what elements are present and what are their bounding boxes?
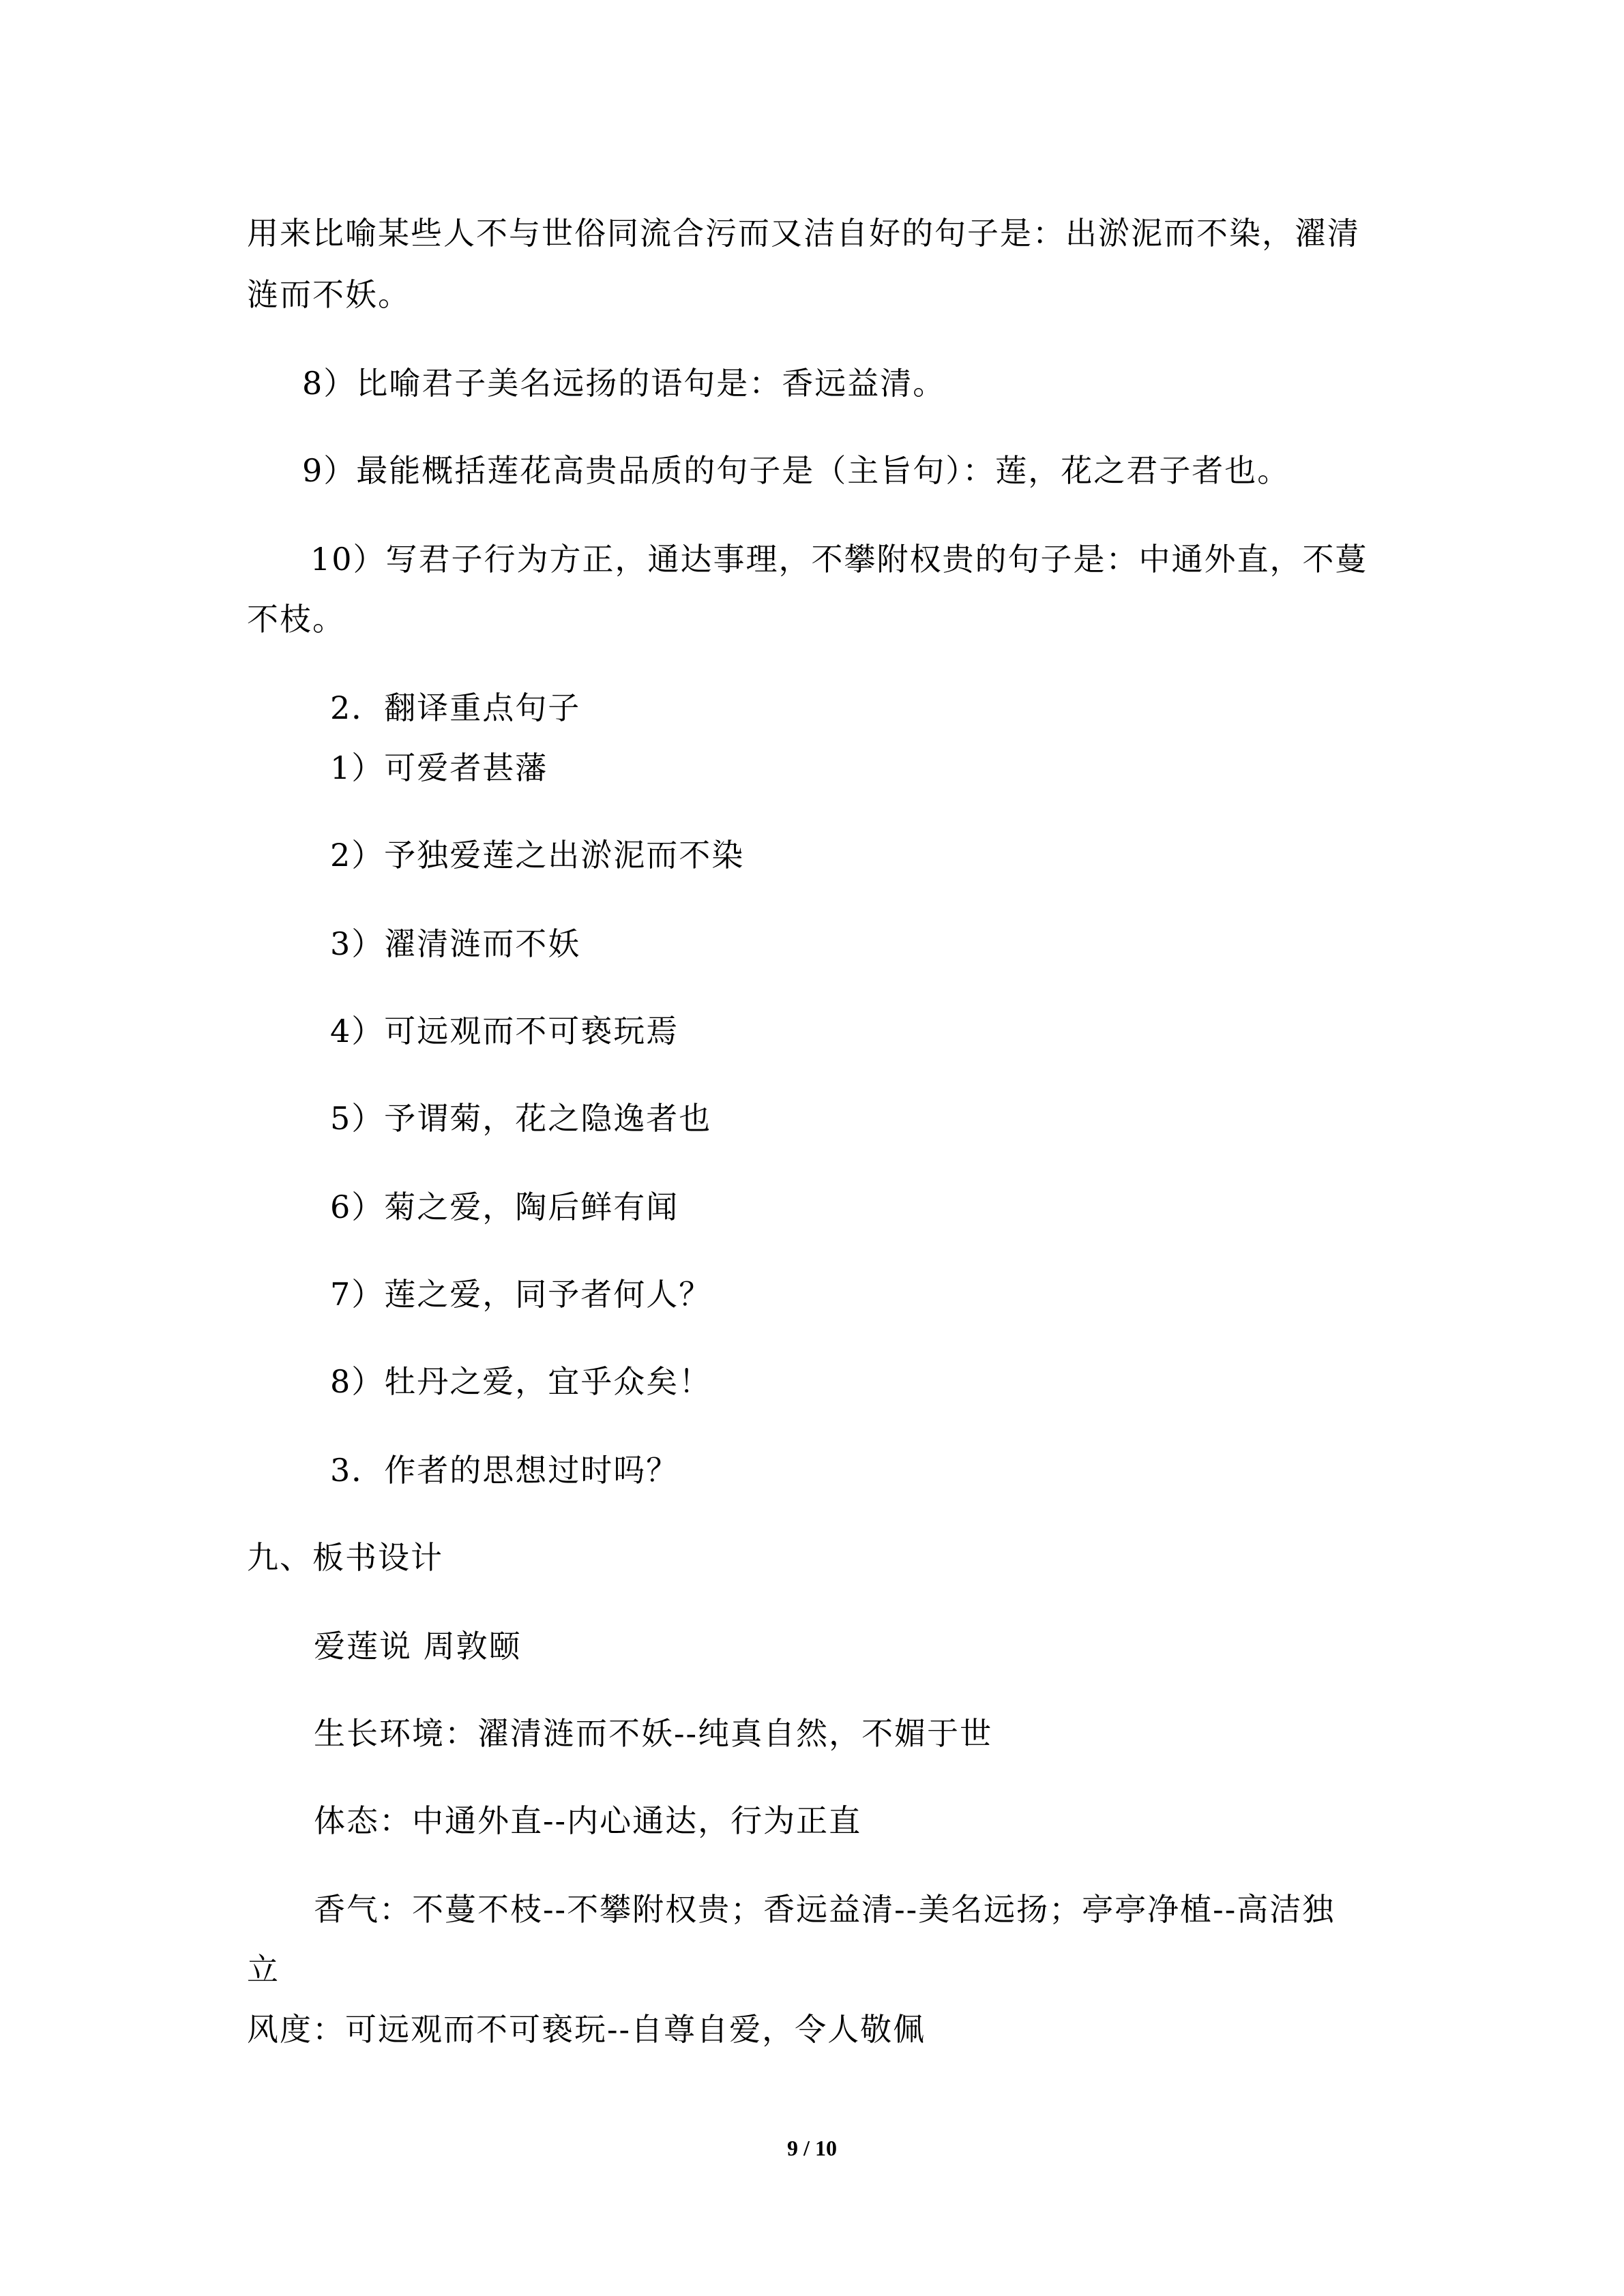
- list-item: 3）濯清涟而不妖: [330, 925, 581, 962]
- text-line: 涟而不妖。: [247, 276, 411, 313]
- board-line: 风度：可远观而不可亵玩--自尊自爱，令人敬佩: [247, 2011, 926, 2048]
- board-line: 香气：不蔓不枝--不攀附权贵；香远益清--美名远扬；亭亭净植--高洁独: [314, 1891, 1335, 1928]
- list-item: 7）莲之爱，同予者何人？: [330, 1276, 712, 1313]
- section-heading: 2．翻译重点句子: [330, 689, 581, 726]
- list-item: 2）予独爱莲之出淤泥而不染: [330, 837, 745, 874]
- board-line: 体态：中通外直--内心通达，行为正直: [314, 1802, 862, 1839]
- board-title: 爱莲说 周敦颐: [314, 1628, 522, 1665]
- board-line: 生长环境：濯清涟而不妖--纯真自然，不媚于世: [314, 1715, 993, 1752]
- list-item: 5）予谓菊，花之隐逸者也: [330, 1100, 712, 1137]
- section-heading: 3．作者的思想过时吗？: [330, 1452, 679, 1489]
- section-heading: 九、板书设计: [247, 1539, 443, 1576]
- list-item: 8）比喻君子美名远扬的语句是：香远益清。: [302, 365, 946, 402]
- text-line: 用来比喻某些人不与世俗同流合污而又洁自好的句子是：出淤泥而不染，濯清: [247, 215, 1360, 252]
- page-number: 9 / 10: [787, 2136, 837, 2160]
- board-line: 立: [247, 1951, 280, 1988]
- list-item: 10）写君子行为方正，通达事理，不攀附权贵的句子是：中通外直，不蔓: [310, 541, 1368, 578]
- list-item: 8）牡丹之爱，宜乎众矣！: [330, 1363, 712, 1400]
- list-item: 4）可远观而不可亵玩焉: [330, 1013, 679, 1049]
- text-line: 不枝。: [247, 601, 345, 638]
- list-item: 6）菊之爱，陶后鲜有闻: [330, 1189, 679, 1225]
- list-item: 1）可爱者甚藩: [330, 749, 548, 786]
- list-item: 9）最能概括莲花高贵品质的句子是（主旨句）：莲，花之君子者也。: [302, 452, 1290, 489]
